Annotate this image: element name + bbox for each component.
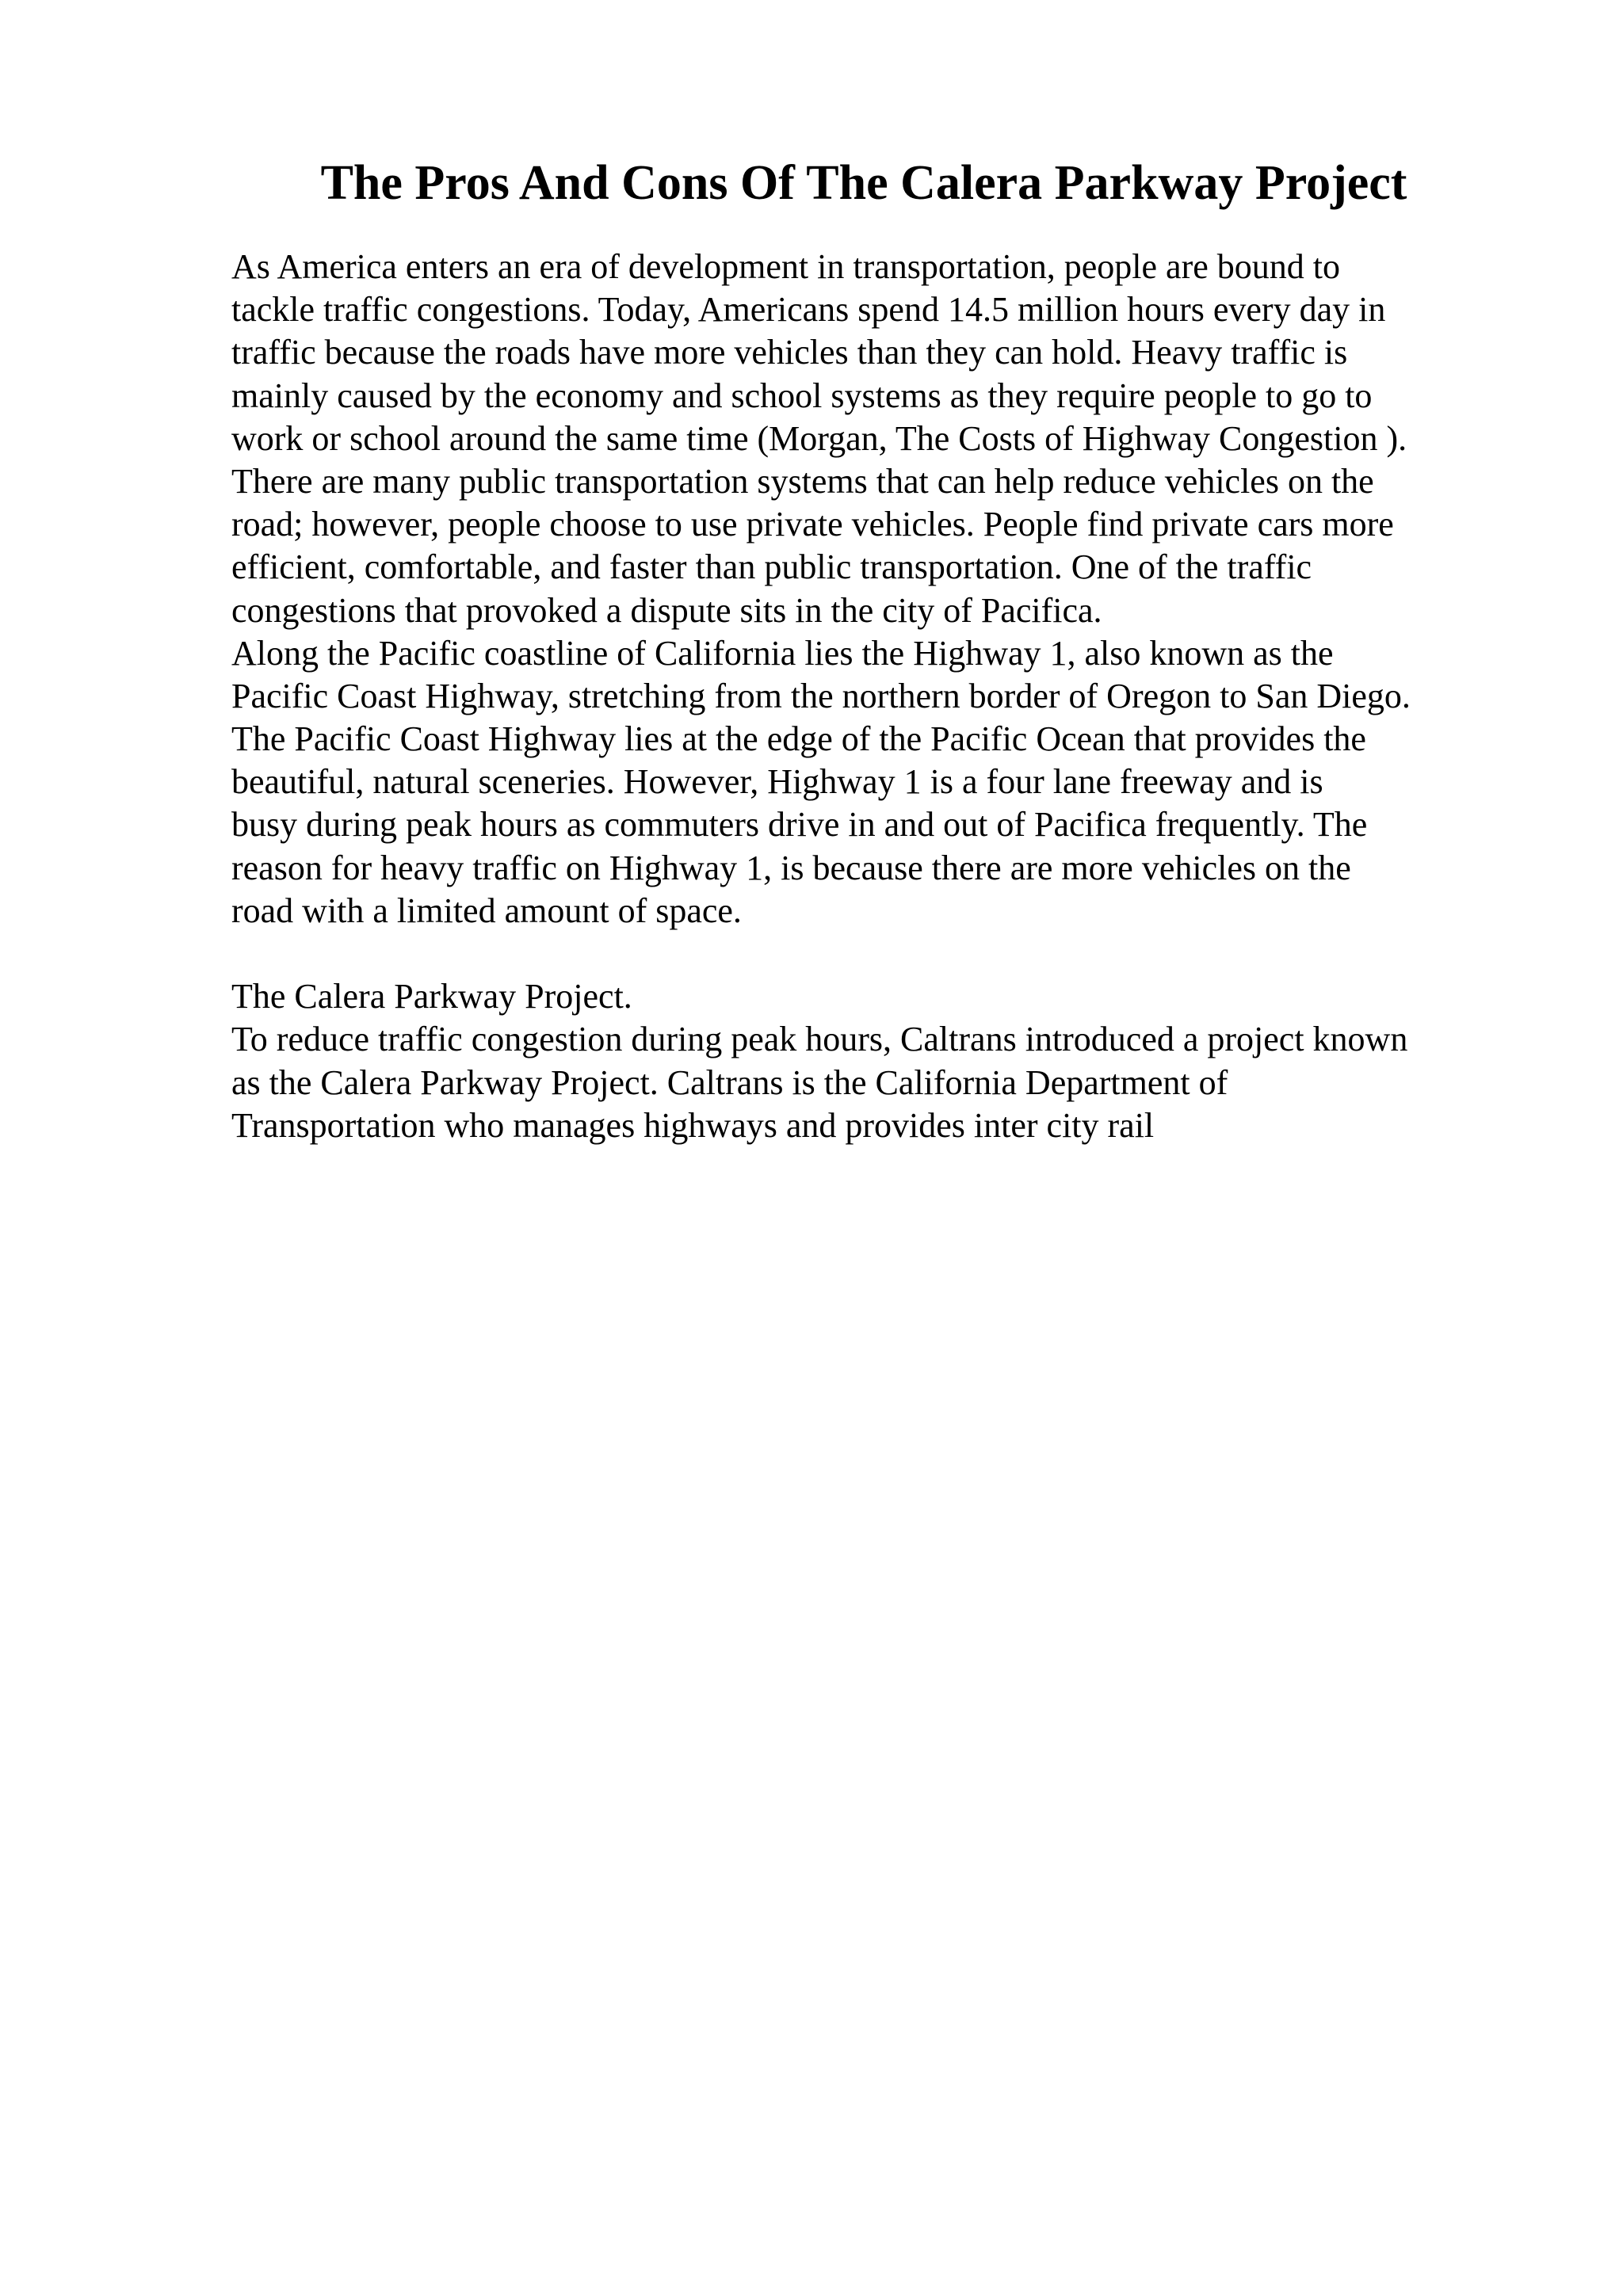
- text-line: Along the Pacific coastline of California lies the Highway 1, also known as the: [231, 633, 1334, 673]
- text-line: road with a limited amount of space.: [231, 891, 742, 930]
- section-heading: The Calera Parkway Project.: [231, 977, 632, 1016]
- text-line: busy during peak hours as commuters drive in and out of Pacifica frequently. The: [231, 805, 1368, 845]
- document-body: [231, 246, 1579, 1147]
- document-title: The Pros And Cons Of The Calera Parkway Project: [320, 156, 1407, 210]
- text-line: tackle traffic congestions. Today, Americans spend 14.5 million hours every day in: [231, 290, 1386, 330]
- text-line: efficient, comfortable, and faster than public transportation. One of the traffic: [231, 547, 1312, 587]
- text-line: Pacific Coast Highway, stretching from the northern border of Oregon to San Diego.: [231, 676, 1411, 715]
- text-line: work or school around the same time (Morgan, The Costs of Highway Congestion ).: [231, 418, 1407, 458]
- text-line: Transportation who manages highways and provides inter city rail: [231, 1105, 1155, 1145]
- text-line: road; however, people choose to use private vehicles. People find private cars more: [231, 505, 1394, 544]
- text-line: as the Calera Parkway Project. Caltrans is the California Department of: [231, 1062, 1228, 1102]
- text-line: As America enters an era of development in transportation, people are bound to: [231, 247, 1340, 286]
- text-line: beautiful, natural sceneries. However, Highway 1 is a four lane freeway and is: [231, 762, 1323, 802]
- paragraph-highway: [231, 632, 1579, 933]
- text-line: There are many public transportation systems that can help reduce vehicles on the: [231, 461, 1374, 501]
- paragraph-project: [231, 1018, 1579, 1147]
- paragraph-spacer: [231, 933, 1579, 975]
- text-line: congestions that provoked a dispute sits in the city of Pacifica.: [231, 590, 1102, 630]
- text-line: traffic because the roads have more vehicles than they can hold. Heavy traffic is: [231, 333, 1348, 372]
- paragraph-intro: [231, 246, 1579, 632]
- text-line: The Pacific Coast Highway lies at the edge of the Pacific Ocean that provides the: [231, 719, 1366, 759]
- text-line: reason for heavy traffic on Highway 1, is because there are more vehicles on the: [231, 848, 1351, 887]
- text-line: To reduce traffic congestion during peak hours, Caltrans introduced a project known: [231, 1020, 1408, 1059]
- text-line: mainly caused by the economy and school systems as they require people to go to: [231, 376, 1373, 415]
